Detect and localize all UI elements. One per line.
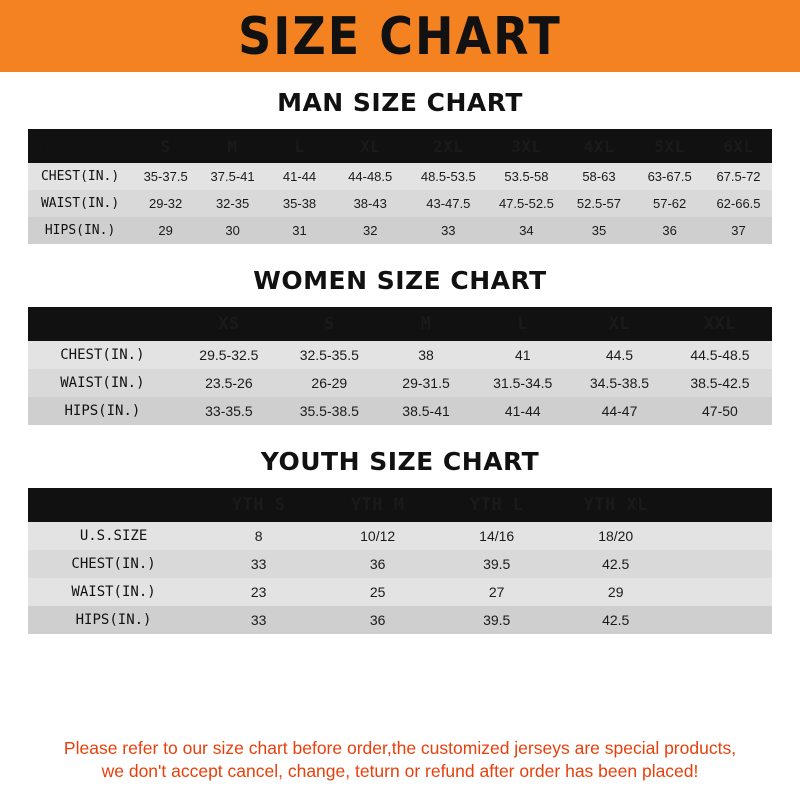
table-cell: 35	[591, 223, 607, 238]
notice-line-2: we don't accept cancel, change, teturn or refund after order has been placed!	[101, 761, 699, 782]
women-header-cell: WOMEN'S	[42, 314, 118, 334]
table-cell: 8	[254, 528, 263, 544]
women-header-row	[28, 307, 772, 341]
table-cell: 32	[362, 223, 378, 238]
row-label: CHEST(IN.)	[71, 556, 156, 572]
table-cell: 29	[158, 223, 173, 238]
table-cell: 35.5-38.5	[299, 403, 359, 419]
men-header-cell: 4XL	[583, 136, 615, 156]
table-cell: 41-44	[282, 169, 317, 184]
page-banner	[0, 0, 800, 72]
table-cell: 10/12	[360, 528, 396, 544]
table-row	[28, 190, 772, 217]
table-cell: 38.5-41	[402, 403, 450, 419]
table-row	[28, 217, 772, 244]
table-cell: 67.5-72	[716, 169, 761, 184]
table-cell-spacer	[675, 550, 772, 578]
table-cell: 47-50	[702, 403, 738, 419]
table-cell: 31	[292, 223, 307, 238]
women-section-title: WOMEN SIZE CHART	[253, 266, 547, 295]
youth-header-cell: YTH S	[231, 495, 286, 515]
table-cell: 53.5-58	[504, 169, 549, 184]
table-cell: 39.5	[483, 612, 511, 628]
table-cell: 58-63	[582, 169, 616, 184]
table-row	[28, 397, 772, 425]
men-header-cell: MEN'S	[42, 136, 96, 156]
table-row	[28, 522, 772, 550]
table-cell: 38-43	[353, 196, 387, 211]
table-cell: 34.5-38.5	[589, 375, 650, 391]
table-cell: 29-31.5	[402, 375, 450, 391]
table-cell: 29-32	[149, 196, 183, 211]
table-cell: 63-67.5	[647, 169, 692, 184]
table-cell: 35-37.5	[143, 169, 188, 184]
table-cell: 18/20	[598, 528, 634, 544]
table-cell: 48.5-53.5	[420, 169, 476, 184]
table-cell: 41	[514, 347, 531, 363]
men-size-table	[28, 129, 772, 244]
table-cell: 37.5-41	[210, 169, 255, 184]
men-header-cell: 3XL	[511, 136, 542, 156]
row-label: HIPS(IN.)	[75, 612, 152, 628]
table-cell: 33	[250, 556, 267, 572]
table-cell: 36	[369, 556, 386, 572]
youth-header-cell: YOUTH	[42, 495, 96, 515]
notice-line-1: Please refer to our size chart before order,the customized jerseys are special products,	[63, 737, 737, 758]
table-cell: 35-38	[282, 196, 317, 211]
table-cell: 44.5	[605, 347, 634, 363]
order-notice	[28, 723, 772, 800]
table-cell: 33-35.5	[205, 403, 253, 419]
women-header-cell: L	[517, 314, 529, 334]
men-header-cell: L	[294, 136, 305, 156]
table-row	[28, 578, 772, 606]
table-cell: 23	[250, 584, 267, 600]
row-label: WAIST(IN.)	[60, 375, 145, 391]
table-cell: 44.5-48.5	[690, 347, 750, 363]
table-cell: 52.5-57	[576, 196, 621, 211]
table-cell: 47.5-52.5	[498, 196, 554, 211]
table-cell: 36	[662, 223, 677, 238]
table-row	[28, 163, 772, 190]
content-area	[0, 72, 800, 800]
table-cell: 39.5	[483, 556, 511, 572]
table-cell-spacer	[675, 522, 772, 550]
table-cell: 41-44	[504, 403, 541, 419]
youth-header-spacer	[675, 488, 772, 522]
table-cell: 29.5-32.5	[199, 347, 259, 363]
table-cell-spacer	[675, 606, 772, 634]
youth-header-cell: YTH M	[350, 495, 405, 515]
table-cell: 27	[488, 584, 505, 600]
page-title: SIZE CHART	[238, 5, 562, 67]
table-cell: 36	[369, 612, 386, 628]
men-header-cell: XL	[360, 136, 381, 156]
table-cell: 43-47.5	[426, 196, 471, 211]
youth-header-cell: YTH L	[469, 495, 524, 515]
table-cell: 37	[731, 223, 746, 238]
women-header-cell: XS	[218, 314, 240, 334]
table-cell: 42.5	[602, 612, 630, 628]
men-header-cell: 2XL	[433, 136, 464, 156]
row-label: CHEST(IN.)	[60, 347, 145, 363]
table-cell: 32-35	[215, 196, 250, 211]
women-header-cell: XXL	[703, 314, 737, 334]
men-header-cell: 5XL	[654, 136, 685, 156]
table-cell: 33	[441, 223, 456, 238]
men-header-row	[28, 129, 772, 163]
women-header-cell: XL	[608, 314, 631, 334]
table-cell: 32.5-35.5	[299, 347, 359, 363]
table-cell: 34	[519, 223, 534, 238]
table-cell: 42.5	[602, 556, 630, 572]
youth-header-row	[28, 488, 772, 522]
table-cell: 26-29	[311, 375, 348, 391]
table-cell: 38.5-42.5	[690, 375, 750, 391]
row-label: WAIST(IN.)	[71, 584, 156, 600]
row-label: HIPS(IN.)	[64, 403, 141, 419]
row-label: HIPS(IN.)	[44, 223, 116, 238]
youth-size-table	[28, 488, 772, 634]
men-header-cell: S	[160, 136, 171, 156]
table-cell: 14/16	[479, 528, 515, 544]
table-cell: 29	[607, 584, 624, 600]
table-row	[28, 369, 772, 397]
table-row	[28, 550, 772, 578]
table-row	[28, 606, 772, 634]
table-cell: 31.5-34.5	[493, 375, 553, 391]
youth-header-cell: YTH XL	[583, 495, 648, 515]
table-cell: 44-47	[601, 403, 638, 419]
table-cell: 30	[225, 223, 240, 238]
women-header-cell: S	[323, 314, 335, 334]
table-cell: 62-66.5	[716, 196, 761, 211]
youth-section-title: YOUTH SIZE CHART	[260, 447, 540, 476]
women-size-table	[28, 307, 772, 425]
table-cell: 57-62	[653, 196, 687, 211]
men-header-cell: M	[227, 136, 238, 156]
table-cell-spacer	[675, 578, 772, 606]
row-label: U.S.SIZE	[79, 528, 148, 544]
table-row	[28, 341, 772, 369]
table-cell: 33	[250, 612, 267, 628]
row-label: WAIST(IN.)	[40, 196, 120, 211]
table-cell: 25	[369, 584, 386, 600]
women-header-cell: M	[420, 314, 432, 334]
table-cell: 38	[418, 347, 434, 363]
table-cell: 23.5-26	[205, 375, 253, 391]
table-cell: 44-48.5	[348, 169, 393, 184]
men-section-title: MAN SIZE CHART	[277, 88, 523, 117]
row-label: CHEST(IN.)	[40, 169, 120, 184]
men-header-cell: 6XL	[723, 136, 754, 156]
